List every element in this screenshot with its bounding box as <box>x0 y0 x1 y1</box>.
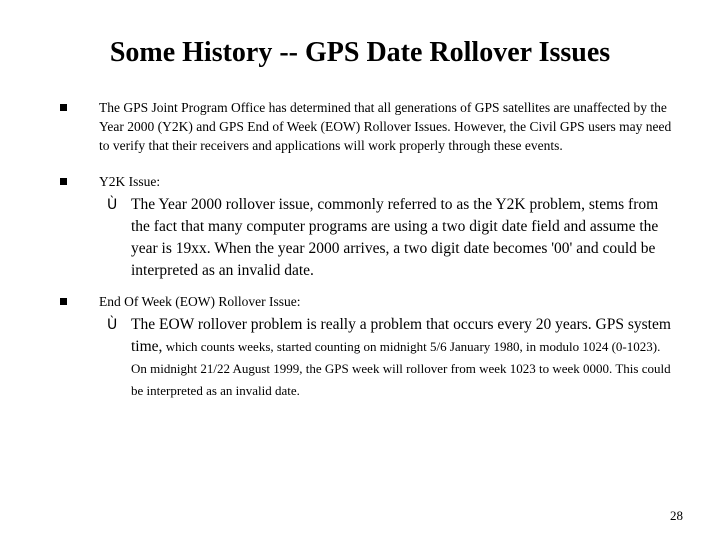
arrow-bullet-icon: Ù <box>107 197 118 213</box>
square-bullet-icon <box>60 178 67 185</box>
bullet-text: Y2K Issue: <box>99 174 161 189</box>
page-number: 28 <box>670 508 683 523</box>
sub-bullet-text: The Year 2000 rollover issue, commonly referred to as the Y2K problem, stems from the fact that many computer programs are using a two digit date field and assume the year is 19xx. When the year 2000 arrives, a two digit date becomes '00' and could be interpreted as an invalid date. <box>131 196 659 279</box>
sub-bullet-text-large: The EOW rollover problem is really a problem that occurs every 20 years. GPS system time, <box>131 316 671 355</box>
bullet-text: The GPS Joint Program Office has determined that all generations of GPS satellites are unaffected by the Year 2000 (Y2K) and GPS End of Week (EOW) Rollover Issues. However, the Civil GPS users may need to verify that their receivers and applications will work properly through these events. <box>99 100 672 153</box>
square-bullet-icon <box>60 104 67 111</box>
sub-bullet-text-small: which counts weeks, started counting on midnight 5/6 January 1980, in modulo 1024 (0-1023). On midnight 21/22 August 1999, the GPS week will rollover from week 1023 to week 0000. This could be interpreted as an invalid date. <box>131 339 671 398</box>
sub-bullet-text <box>131 314 676 402</box>
arrow-bullet-icon: Ù <box>107 317 118 333</box>
slide-title: Some History -- GPS Date Rollover Issues <box>109 37 611 68</box>
bullet-text: End Of Week (EOW) Rollover Issue: <box>99 294 301 309</box>
square-bullet-icon <box>60 298 67 305</box>
